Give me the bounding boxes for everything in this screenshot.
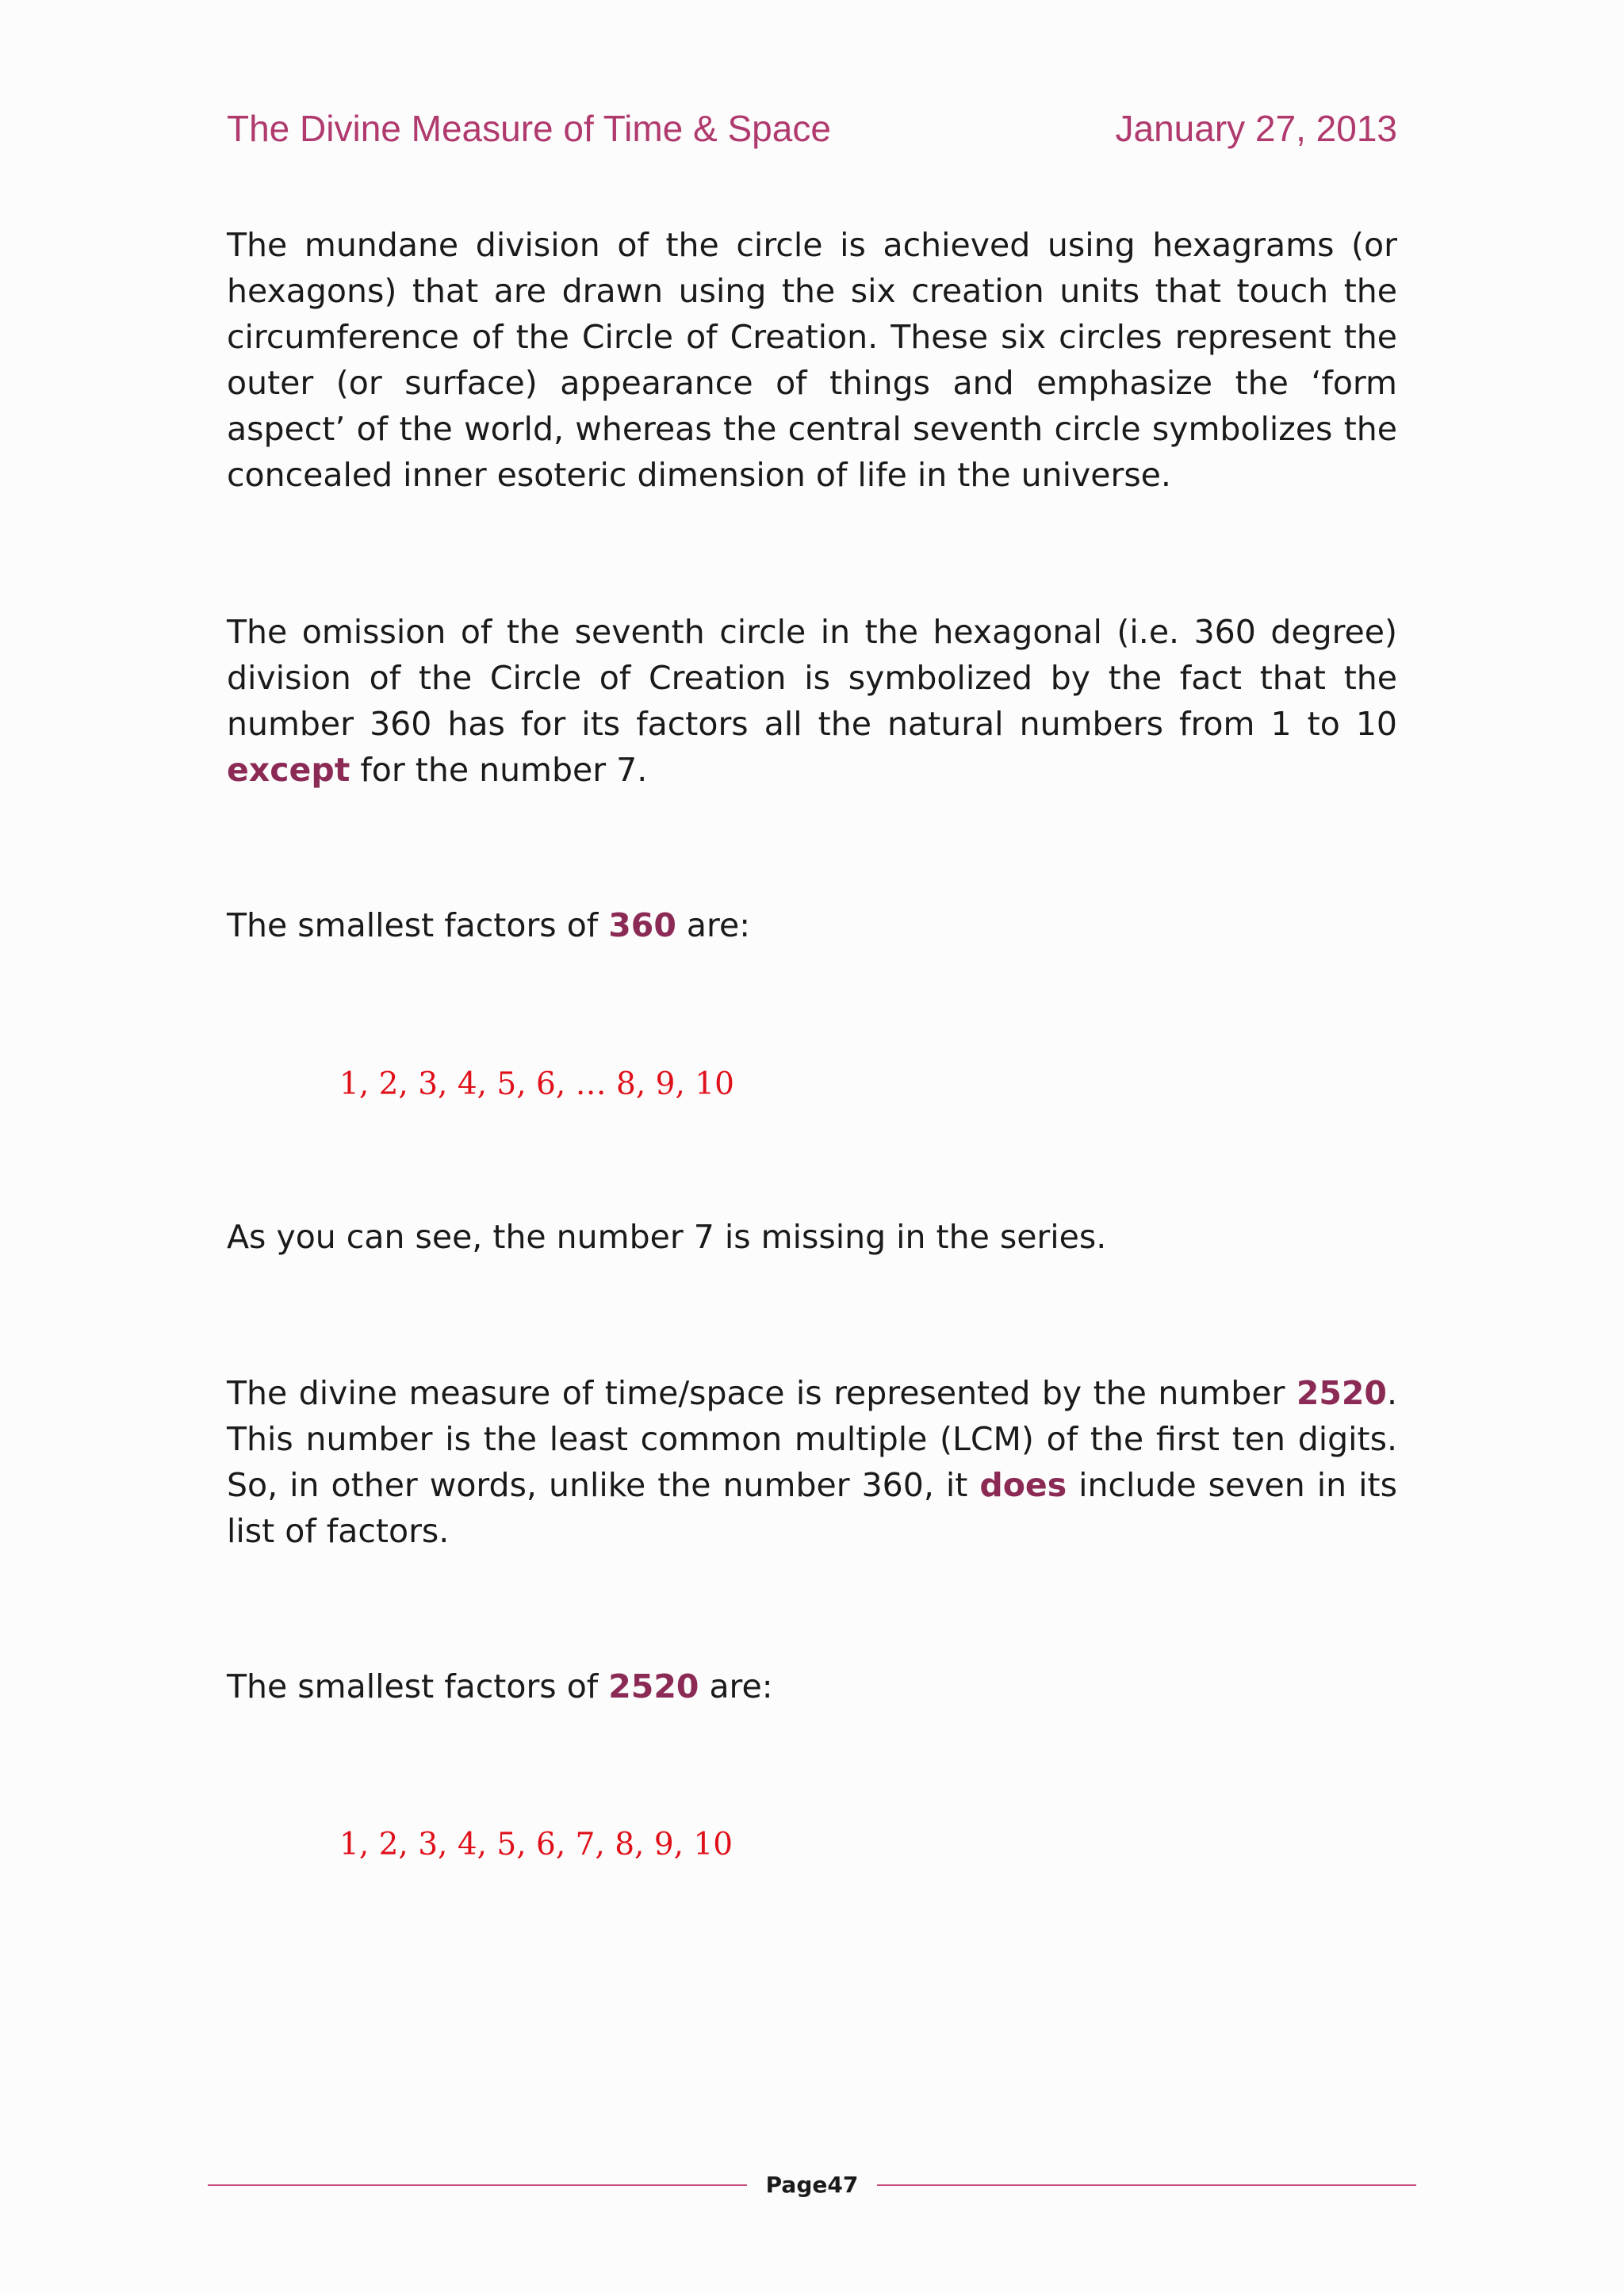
paragraph-text: for the number 7. xyxy=(360,751,648,789)
paragraph-text: The omission of the seventh circle in the hexagonal (i.e. 360 degree) division of the Circle of Creation is symbolized by the fact that the number 360 has for its factors all the natural numbers from 1 to 10 xyxy=(227,613,1397,743)
paragraph-mundane-division xyxy=(227,222,1397,498)
highlight-2520-second: 2520 xyxy=(608,1667,699,1705)
page-header xyxy=(227,107,1397,155)
highlight-2520: 2520 xyxy=(1296,1374,1387,1412)
paragraph-factors-360 xyxy=(227,902,1397,948)
paragraph-text: are: xyxy=(686,906,751,944)
paragraph-text: The smallest factors of xyxy=(227,906,599,944)
document-title: The Divine Measure of Time & Space xyxy=(227,108,831,149)
paragraph-omission xyxy=(227,609,1397,793)
page-footer xyxy=(208,2169,1416,2201)
highlight-does: does xyxy=(979,1466,1067,1504)
paragraph-text: The mundane division of the circle is achieved using hexagrams (or hexagons) that are drawn using the six creation units that touch the circumference of the Circle of Creation. These six circles represent the outer (or surface) appearance of things and emphasize the ‘form aspect’ of the world, whereas the central seventh circle symbolizes the concealed inner esoteric dimension of life in the universe. xyxy=(227,226,1397,494)
highlight-360: 360 xyxy=(608,906,676,944)
paragraph-factors-2520 xyxy=(227,1663,1397,1709)
document-date: January 27, 2013 xyxy=(1115,108,1397,149)
highlight-except: except xyxy=(227,751,350,789)
footer-rule-right xyxy=(877,2184,1416,2186)
paragraph-text: include seven in its list of factors. xyxy=(227,1466,1397,1550)
paragraph-text: . This number is the least common multiple (LCM) of the first ten digits. So, in other words, unlike the number 360, it xyxy=(227,1374,1397,1504)
paragraph-divine-measure xyxy=(227,1370,1397,1554)
paragraph-text: are: xyxy=(709,1667,773,1705)
factor-series-360: 1, 2, 3, 4, 5, 6, … 8, 9, 10 xyxy=(339,1066,734,1102)
page-number: Page47 xyxy=(765,2172,859,2198)
paragraph-text: The smallest factors of xyxy=(227,1667,599,1705)
paragraph-text: The divine measure of time/space is represented by the number xyxy=(227,1374,1285,1412)
paragraph-text: As you can see, the number 7 is missing in the series. xyxy=(227,1218,1107,1256)
factor-series-2520: 1, 2, 3, 4, 5, 6, 7, 8, 9, 10 xyxy=(339,1827,733,1862)
footer-rule-left xyxy=(208,2184,747,2186)
paragraph-missing-seven xyxy=(227,1214,1397,1260)
